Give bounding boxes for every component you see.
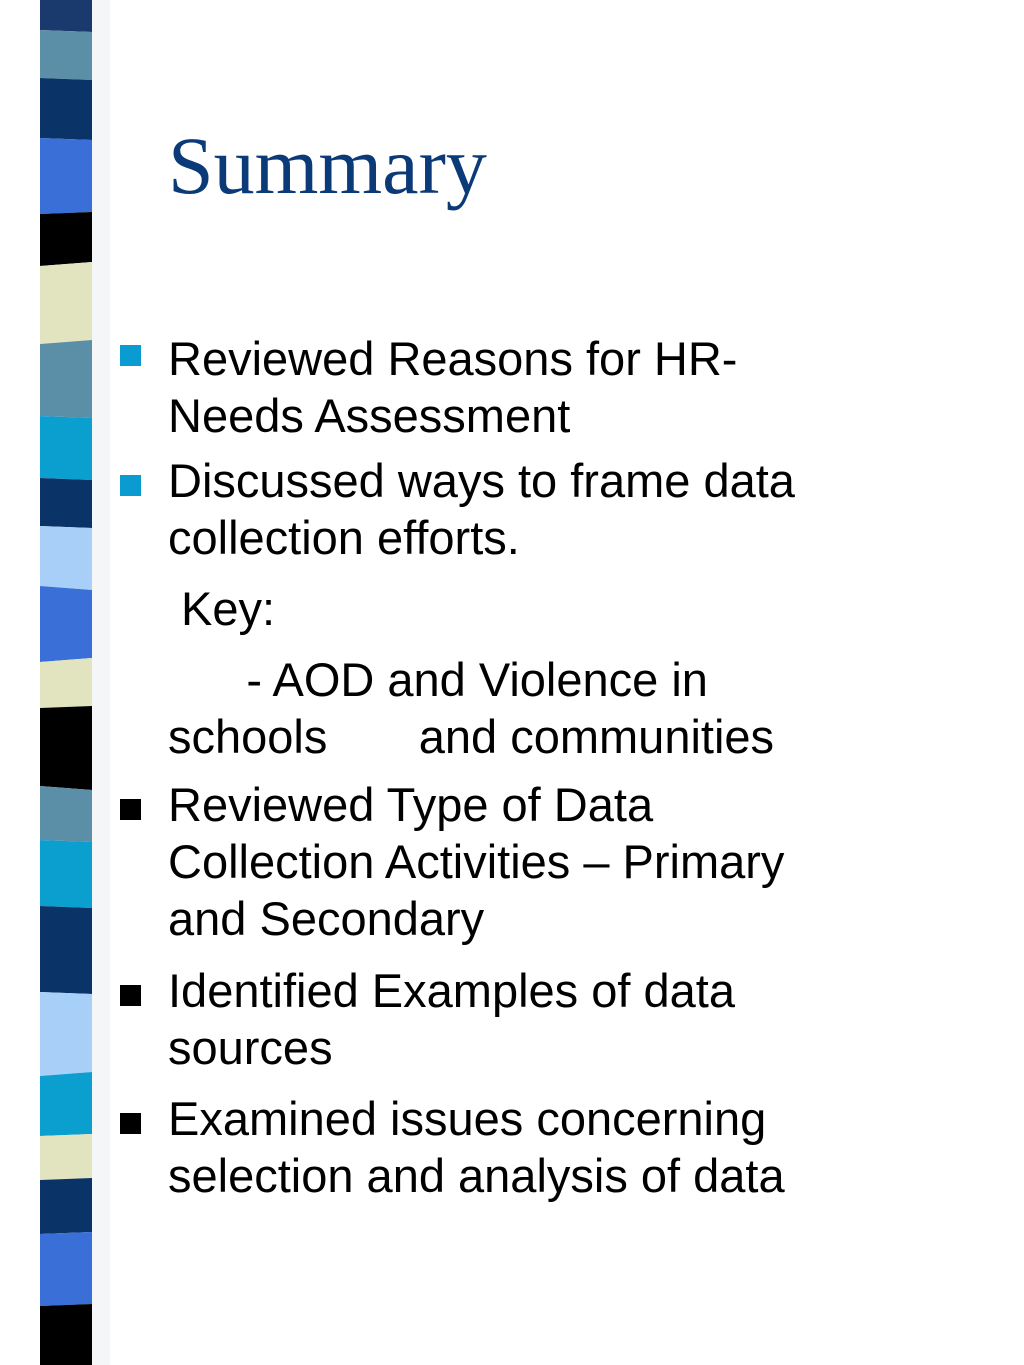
bullet-text: Examined issues concerning selection and analysis of data bbox=[168, 1092, 785, 1202]
bullet-text: Reviewed Reasons for HR- Needs Assessment bbox=[168, 332, 738, 442]
bullet-text: Discussed ways to frame data collection efforts. Key: - AOD and Violence in schools and communities bbox=[168, 454, 795, 763]
square-bullet-icon bbox=[120, 799, 141, 820]
slide-title: Summary bbox=[168, 120, 487, 211]
square-bullet-icon bbox=[120, 345, 141, 366]
square-bullet-icon bbox=[120, 1113, 141, 1134]
bullet-text: Reviewed Type of Data Collection Activities – Primary and Secondary bbox=[168, 778, 785, 945]
square-bullet-icon bbox=[120, 985, 141, 1006]
bullet-text: Identified Examples of data sources bbox=[168, 964, 735, 1074]
square-bullet-icon bbox=[120, 475, 141, 496]
